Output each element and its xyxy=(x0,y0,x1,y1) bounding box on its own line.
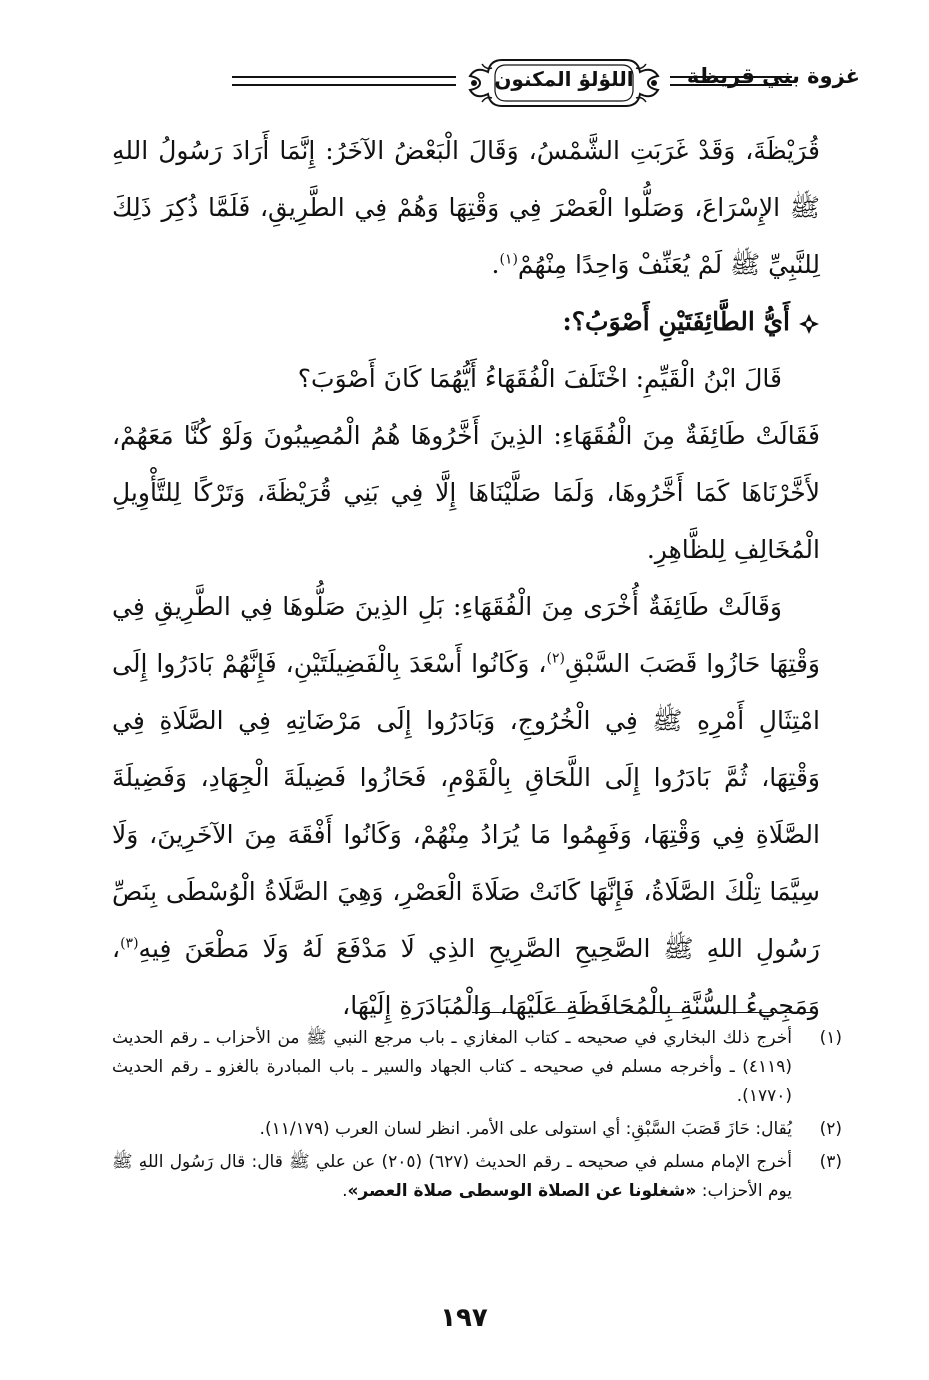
paragraph-1 xyxy=(112,122,820,293)
paragraph-4-text-b: ، وَكَانُوا أَسْعَدَ بِالْفَضِيلَتَيْنِ، فَإِنَّهُمْ بَادَرُوا إِلَى امْتِثَالِ أَمْرِهِ ﷺ فِي الْخُرُوجِ، وَبَادَرُوا إِلَى مَرْضَاتِهِ فِي الصَّلَاةِ فِي وَقْتِهَا، ثُمَّ بَادَرُوا إِلَى اللَّحَاقِ بِالْقَوْمِ، فَحَازُوا فَضِيلَةَ الْجِهَادِ، وَفَضِيلَةَ الصَّلَاةِ فِي وَقْتِهَا، وَفَهِمُوا مَا يُرَادُ مِنْهُمْ، وَكَانُوا أَفْقَهَ مِنَ الآخَرِينَ، وَلَا سِيَّمَا تِلْكَ الصَّلَاةُ، فَإِنَّهَا كَانَتْ صَلَاةَ الْعَصْرِ، وَهِيَ الصَّلَاةُ الْوُسْطَى بِنَصِّ رَسُولِ اللهِ ﷺ الصَّحِيحِ الصَّرِيحِ الذِي لَا مَدْفَعَ لَهُ وَلَا مَطْعَنَ فِيهِ xyxy=(112,649,820,963)
footnote-ref-2[interactable]: (٢) xyxy=(546,650,565,667)
paragraph-4-text-c: ، وَمَجِيءُ السُّنَّةِ بِالْمُحَافَظَةِ عَلَيْهَا، وَالْمُبَادَرَةِ إِلَيْهَا، xyxy=(112,934,820,1020)
paragraph-1-text: قُرَيْظَةَ، وَقَدْ غَرَبَتِ الشَّمْسُ، وَقَالَ الْبَعْضُ الآخَرُ: إِنَّمَا أَرَادَ رَسُولُ اللهِ ﷺ الإِسْرَاعَ، وَصَلُّوا الْعَصْرَ فِي وَقْتِهَا وَهُمْ فِي الطَّرِيقِ، فَلَمَّا ذُكِرَ ذَلِكَ لِلنَّبِيِّ ﷺ لَمْ يُعَنِّفْ وَاحِدًا مِنْهُمْ xyxy=(112,136,820,279)
header-rule-right xyxy=(670,76,792,86)
footnote-separator xyxy=(472,1012,817,1013)
paragraph-2: قَالَ ابْنُ الْقَيِّمِ: اخْتَلَفَ الْفُقَهَاءُ أَيُّهُمَا كَانَ أَصْوَبَ؟ xyxy=(297,364,782,393)
section-heading-text: أَيُّ الطَّائِفَتَيْنِ أَصْوَبُ؟: xyxy=(562,307,790,336)
flower-bullet-icon xyxy=(798,313,820,335)
footnote-text: يُقال: حَازَ قَصَبَ السَّبْقِ: أي استولى على الأمر. انظر لسان العرب (١١/١٧٩). xyxy=(259,1119,792,1139)
footnote-1 xyxy=(112,1024,842,1111)
footnote-number: (٣) xyxy=(819,1152,842,1172)
header-rule-left xyxy=(232,76,456,86)
footnote-number: (١) xyxy=(819,1028,842,1048)
main-text xyxy=(112,122,820,1034)
page-header xyxy=(70,52,860,114)
page-number: ١٩٧ xyxy=(440,1303,488,1333)
footnote-ref-1[interactable]: (١) xyxy=(499,251,518,268)
footnote-2 xyxy=(112,1115,842,1144)
footnote-end: . xyxy=(342,1181,348,1201)
footnote-number: (٢) xyxy=(819,1119,842,1139)
chapter-title: غزوة بني قريظة xyxy=(686,64,860,88)
header-ornament xyxy=(462,52,666,114)
paragraph-4 xyxy=(112,578,820,1034)
footnote-ref-3[interactable]: (٣) xyxy=(120,935,139,952)
footnote-quote: «شغلونا عن الصلاة الوسطى صلاة العصر» xyxy=(347,1181,697,1201)
footnotes xyxy=(112,1024,842,1210)
footnote-3 xyxy=(112,1148,842,1206)
paragraph-4-text-a: وَقَالَتْ طَائِفَةٌ أُخْرَى مِنَ الْفُقَهَاءِ: بَلِ الذِينَ صَلُّوهَا فِي الطَّرِيقِ فِي وَقْتِهَا حَازُوا قَصَبَ السَّبْقِ xyxy=(112,592,820,678)
footnote-text: أخرج ذلك البخاري في صحيحه ـ كتاب المغازي ـ باب مرجع النبي ﷺ من الأحزاب ـ رقم الحديث (٤١١٩) ـ وأخرجه مسلم في صحيحه ـ كتاب الجهاد والسير ـ باب المبادرة بالغزو ـ رقم الحديث (١٧٧٠). xyxy=(112,1028,792,1106)
section-heading xyxy=(112,293,820,350)
paragraph-1-end: . xyxy=(491,250,500,279)
book-title: اللؤلؤ المكنون xyxy=(494,67,634,91)
footnote-text: أخرج الإمام مسلم في صحيحه ـ رقم الحديث (٦٢٧) (٢٠٥) عن علي ﷺ قال: قال رَسُول اللهِ ﷺ يوم الأحزاب: xyxy=(112,1152,792,1201)
paragraph-3: فَقَالَتْ طَائِفَةٌ مِنَ الْفُقَهَاءِ: الذِينَ أَخَّرُوهَا هُمُ الْمُصِيبُونَ وَلَوْ كُنَّا مَعَهُمْ، لأَخَّرْنَاهَا كَمَا أَخَّرُوهَا، وَلَمَا صَلَّيْنَاهَا إِلَّا فِي بَنِي قُرَيْظَةَ، وَتَرْكًا لِلتَّأْوِيلِ الْمُخَالِفِ لِلظَّاهِرِ. xyxy=(112,421,820,564)
